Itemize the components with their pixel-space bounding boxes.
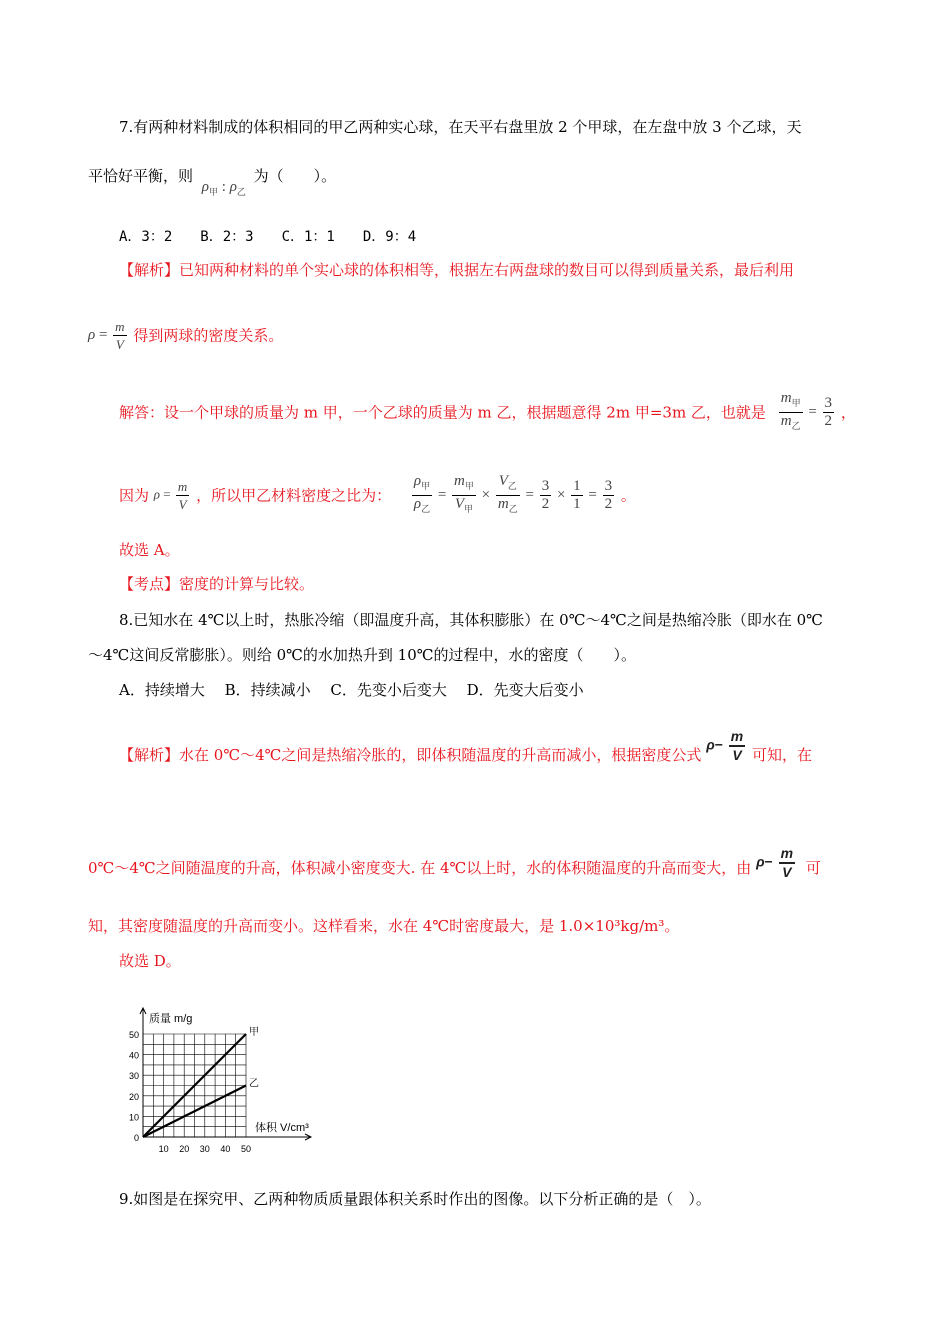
density-formula-bold-2: ρ− $\frac{m}{V}$ — [756, 845, 794, 880]
q8-line1: 8.已知水在 4℃以上时，热胀冷缩（即温度升高，其体积膨胀）在 0℃～4℃之间是热缩冷胀（即水在 0℃ — [119, 611, 823, 629]
x-tick-label: 10 — [158, 1144, 169, 1154]
series-label: 乙 — [249, 1078, 259, 1090]
series-label: 甲 — [249, 1027, 259, 1038]
density-formula: ρ = $\frac{m}{V}$ — [88, 319, 125, 352]
analysis-tag: 【解析】 — [119, 746, 180, 764]
q7-analysis — [119, 260, 794, 280]
y-tick-label: 40 — [128, 1050, 139, 1061]
analysis-text: 已知两种材料的单个实心球的体积相等，根据左右两盘球的数目可以得到质量关系，最后利用 — [179, 261, 795, 279]
y-tick-label: 20 — [128, 1091, 139, 1102]
density-ratio-formula: $\frac{\rho_甲}{\rho_乙}$ = $\frac{m_甲}{V_甲}$ × $\frac{V_乙}{m_乙}$ = $\frac{3}{2}$ × $\frac{1}{1}$ = $\frac{3}{2}$ — [413, 473, 613, 514]
q7-line2-pre: 平恰好平衡，则 — [88, 167, 194, 185]
y-axis-label: 质量 m/g — [149, 1013, 193, 1025]
x-tick-label: 30 — [199, 1144, 210, 1154]
line-b-suffix: 可 — [805, 859, 821, 877]
because-mid: ，所以甲乙材料密度之比为： — [196, 486, 392, 505]
q7-choose: 故选 A。 — [119, 541, 180, 559]
q8-line2: ～4℃这间反常膨胀）。则给 0℃的水加热升到 10℃的过程中，水的密度（ ）。 — [88, 646, 637, 664]
comma: ， — [840, 403, 856, 422]
q7-options: A．3：2 B．2：3 C．1：1 D．9：4 — [119, 229, 417, 245]
q7-line2-post: 为（ ）。 — [253, 167, 337, 185]
q7-solution — [119, 390, 856, 435]
q9-line1: 9.如图是在探究甲、乙两种物质质量跟体积关系时作出的图像。以下分析正确的是（ ）。 — [119, 1190, 711, 1208]
mass-ratio-formula: $\frac{m_甲}{m_乙}$ = $\frac{3}{2}$ — [780, 390, 833, 431]
end-mark: 。 — [620, 486, 636, 505]
x-axis-label: 体积 V/cm³ — [255, 1122, 309, 1134]
kaodian-text: 密度的计算与比较。 — [179, 575, 315, 593]
q7-line1: 7.有两种材料制成的体积相同的甲乙两种实心球，在天平右盘里放 2 个甲球，在左盘中放 3 个乙球，天 — [119, 118, 802, 136]
formula-suffix: 得到两球的密度关系。 — [133, 326, 284, 345]
x-tick-label: 50 — [240, 1144, 252, 1154]
q8-line-b — [88, 845, 821, 887]
q8-line-c: 知，其密度随温度的升高而变小。这样看来，水在 4℃时密度最大，是 1.0×10³kg/m³。 — [88, 917, 680, 935]
y-tick-label: 10 — [128, 1112, 139, 1123]
q8-options: A．持续增大 B．持续减小 C．先变小后变大 D．先变大后变小 — [119, 681, 584, 699]
q7-kaodian — [119, 574, 314, 594]
q8-analysis — [119, 728, 813, 774]
analysis-text: 水在 0℃～4℃之间是热缩冷胀的，即体积随温度的升高而减小，根据密度公式 — [179, 746, 702, 764]
q8-choose: 故选 D。 — [119, 952, 181, 970]
y-tick-label: 30 — [128, 1071, 139, 1082]
line-b-text: 0℃～4℃之间随温度的升高，体积减小密度变大. 在 4℃以上时，水的体积随温度的升高而变大，由 — [88, 859, 752, 877]
analysis-suffix: 可知，在 — [752, 746, 813, 764]
mass-volume-chart — [115, 1005, 315, 1155]
rho-ratio-formula: $\rho_甲$ : $\rho_乙$ — [201, 179, 246, 197]
density-formula-2: ρ = $\frac{m}{V}$ — [153, 479, 188, 512]
density-formula-bold: ρ− $\frac{m}{V}$ — [706, 728, 744, 763]
y-tick-label: 50 — [128, 1030, 139, 1040]
because-pre: 因为 — [119, 486, 150, 505]
kaodian-tag: 【考点】 — [119, 575, 180, 593]
analysis-tag: 【解析】 — [119, 261, 180, 279]
x-tick-label: 20 — [179, 1144, 190, 1154]
x-tick-label: 40 — [220, 1144, 231, 1154]
y-tick-label: 0 — [133, 1133, 139, 1143]
q7-density-formula-line — [88, 318, 283, 353]
q7-line2 — [88, 166, 337, 197]
q7-because — [119, 473, 636, 518]
solution-text: 解答：设一个甲球的质量为 m 甲，一个乙球的质量为 m 乙，根据题意得 2m 甲=3m 乙，也就是 — [119, 403, 766, 422]
